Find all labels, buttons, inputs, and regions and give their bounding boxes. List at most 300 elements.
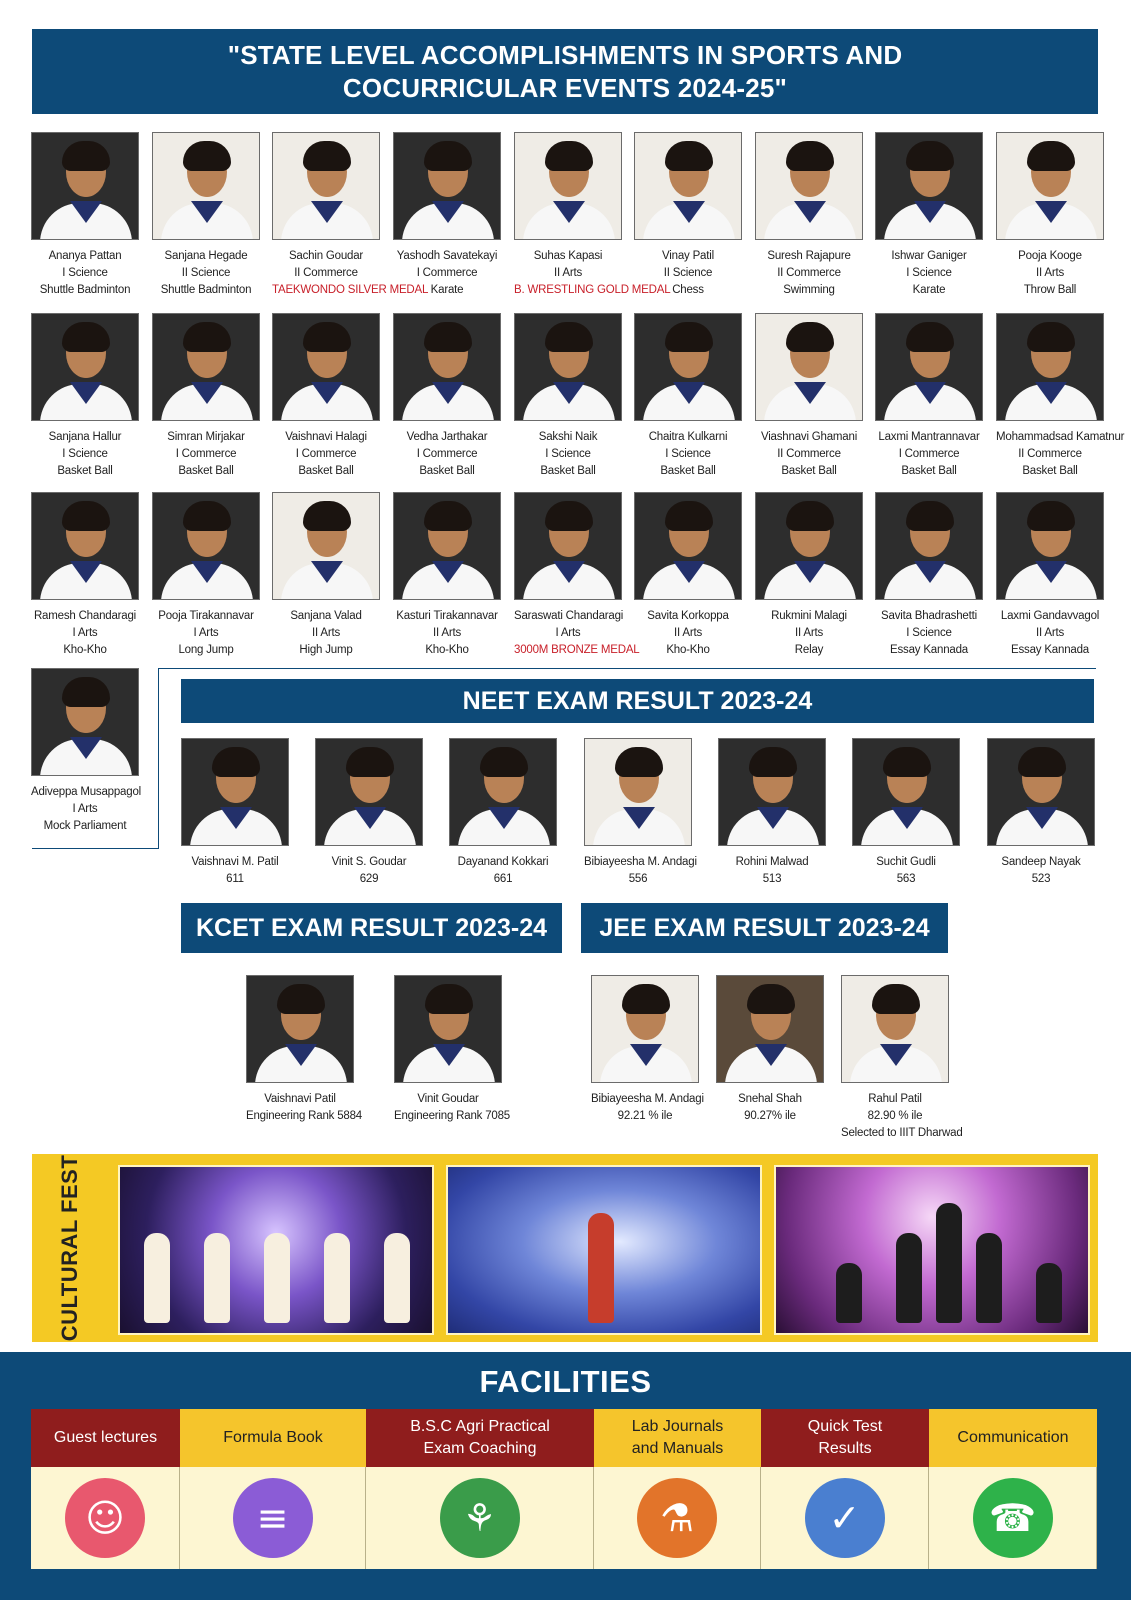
photo-hair bbox=[1018, 747, 1066, 777]
student-photo bbox=[514, 132, 622, 240]
student-card bbox=[152, 132, 260, 299]
student-photo bbox=[716, 975, 824, 1083]
student-caption bbox=[987, 854, 1095, 888]
student-event: Basket Ball bbox=[419, 465, 475, 477]
student-photo bbox=[246, 975, 354, 1083]
photo-hair bbox=[1027, 322, 1075, 352]
student-card bbox=[718, 738, 826, 888]
student-card bbox=[875, 313, 983, 480]
student-score: 523 bbox=[1031, 873, 1051, 885]
student-event: Essay Kannada bbox=[890, 644, 968, 656]
student-score: 513 bbox=[762, 873, 782, 885]
student-caption bbox=[996, 608, 1104, 659]
student-caption bbox=[514, 248, 671, 299]
student-class: I Commerce bbox=[416, 267, 478, 279]
student-caption bbox=[591, 1091, 704, 1125]
student-caption bbox=[272, 429, 380, 480]
student-card bbox=[987, 738, 1095, 888]
facility-card bbox=[366, 1409, 594, 1569]
student-name: Sanjana Hallur bbox=[48, 431, 122, 443]
student-photo bbox=[393, 313, 501, 421]
photo-hair bbox=[786, 322, 834, 352]
mock-parliament-frame bbox=[32, 668, 159, 849]
student-event: High Jump bbox=[299, 644, 353, 656]
student-photo bbox=[634, 313, 742, 421]
student-rank: Engineering Rank 7085 bbox=[394, 1110, 510, 1122]
dancer-figure bbox=[144, 1233, 170, 1323]
student-card bbox=[152, 313, 260, 480]
student-card bbox=[716, 975, 824, 1125]
student-photo bbox=[181, 738, 289, 846]
student-event: Shuttle Badminton bbox=[39, 284, 131, 296]
facility-label-line-1: Communication bbox=[957, 1429, 1069, 1446]
student-photo bbox=[718, 738, 826, 846]
student-event: Karate bbox=[430, 284, 464, 296]
photo-hair bbox=[62, 141, 110, 171]
page-title-line-1: "STATE LEVEL ACCOMPLISHMENTS IN SPORTS AND bbox=[227, 40, 903, 70]
student-class: I Arts bbox=[555, 627, 581, 639]
photo-hair bbox=[906, 322, 954, 352]
photo-hair bbox=[786, 141, 834, 171]
facility-label bbox=[761, 1409, 929, 1467]
student-card bbox=[634, 313, 742, 480]
student-caption bbox=[152, 248, 260, 299]
student-score: 611 bbox=[226, 873, 244, 885]
student-class: II Commerce bbox=[777, 267, 841, 279]
student-class: I Arts bbox=[193, 627, 219, 639]
student-class: I Science bbox=[906, 267, 952, 279]
student-caption bbox=[152, 429, 260, 480]
dancer-figure bbox=[204, 1233, 230, 1323]
facilities-section bbox=[0, 1352, 1131, 1600]
student-card bbox=[272, 313, 380, 480]
student-class: I Science bbox=[545, 448, 591, 460]
photo-hair bbox=[183, 322, 231, 352]
student-class: I Science bbox=[62, 267, 108, 279]
student-name: Yashodh Savatekayi bbox=[396, 250, 498, 262]
cultural-fest-photo-folk-dance bbox=[774, 1165, 1090, 1335]
student-name: Vaishnavi Halagi bbox=[285, 431, 367, 443]
student-name: Viashnavi Ghamani bbox=[760, 431, 858, 443]
student-caption bbox=[634, 429, 742, 480]
student-class: I Science bbox=[62, 448, 108, 460]
student-caption bbox=[716, 1091, 824, 1125]
student-photo bbox=[152, 313, 260, 421]
student-card bbox=[996, 492, 1104, 659]
student-card bbox=[514, 132, 671, 299]
student-event: B. WRESTLING GOLD MEDAL bbox=[514, 284, 671, 296]
student-name: Suchit Gudli bbox=[876, 856, 936, 868]
student-card bbox=[875, 132, 983, 299]
student-photo bbox=[875, 492, 983, 600]
facility-label-line-1: Guest lectures bbox=[53, 1429, 158, 1446]
dancer-figure bbox=[588, 1213, 614, 1323]
photo-hair bbox=[906, 141, 954, 171]
facility-card bbox=[594, 1409, 761, 1569]
student-photo bbox=[514, 492, 622, 600]
student-caption bbox=[996, 248, 1104, 299]
student-name: Sakshi Naik bbox=[538, 431, 598, 443]
photo-hair bbox=[906, 501, 954, 531]
photo-hair bbox=[747, 984, 795, 1014]
student-class: I Science bbox=[906, 627, 952, 639]
photo-hair bbox=[425, 984, 473, 1014]
student-name: Vaishnavi M. Patil bbox=[191, 856, 279, 868]
student-name: Sanjana Valad bbox=[290, 610, 362, 622]
facility-label-text bbox=[54, 1427, 157, 1449]
student-name: Ishwar Ganiger bbox=[891, 250, 967, 262]
student-card bbox=[755, 313, 863, 480]
photo-hair bbox=[303, 501, 351, 531]
facility-label-text bbox=[808, 1416, 882, 1460]
facility-label-line-2: Results bbox=[818, 1440, 872, 1457]
student-photo bbox=[755, 313, 863, 421]
student-rank: Engineering Rank 5884 bbox=[246, 1110, 362, 1122]
student-event: Relay bbox=[794, 644, 824, 656]
student-event: Basket Ball bbox=[1022, 465, 1078, 477]
student-card bbox=[591, 975, 704, 1125]
photo-hair bbox=[883, 747, 931, 777]
student-photo bbox=[996, 313, 1104, 421]
neet-section-divider bbox=[159, 668, 1096, 669]
student-name: Kasturi Tirakannavar bbox=[396, 610, 498, 622]
student-event: Shuttle Badminton bbox=[160, 284, 252, 296]
student-class: II Arts bbox=[1036, 627, 1064, 639]
student-caption bbox=[755, 248, 863, 299]
student-name: Rukmini Malagi bbox=[771, 610, 847, 622]
student-caption bbox=[31, 248, 139, 299]
facility-icon-panel bbox=[180, 1467, 366, 1569]
sms-phone-icon bbox=[973, 1478, 1053, 1558]
photo-hair bbox=[62, 501, 110, 531]
facility-card bbox=[929, 1409, 1097, 1569]
dancer-figure bbox=[936, 1203, 962, 1323]
student-caption bbox=[393, 608, 501, 659]
photo-hair bbox=[424, 141, 472, 171]
student-card bbox=[634, 132, 742, 299]
cultural-fest-photo-solo-dance bbox=[446, 1165, 762, 1335]
photo-hair bbox=[62, 322, 110, 352]
facility-label-line-2: and Manuals bbox=[631, 1440, 724, 1457]
student-name: Ramesh Chandaragi bbox=[33, 610, 137, 622]
student-photo bbox=[987, 738, 1095, 846]
student-event: Swimming bbox=[783, 284, 835, 296]
student-event: Basket Ball bbox=[298, 465, 354, 477]
student-caption bbox=[394, 1091, 510, 1125]
student-class: I Arts bbox=[72, 627, 98, 639]
student-name: Laxmi Gandavvagol bbox=[1000, 610, 1100, 622]
student-name: Bibiayeesha M. Andagi bbox=[584, 856, 697, 868]
dancer-figure bbox=[836, 1263, 862, 1323]
kcet-result-banner: KCET EXAM RESULT 2023-24 bbox=[181, 903, 562, 953]
student-caption bbox=[634, 248, 742, 299]
facility-label-line-1: Lab Journals bbox=[631, 1418, 724, 1435]
student-photo bbox=[449, 738, 557, 846]
student-photo bbox=[272, 492, 380, 600]
student-card bbox=[393, 313, 501, 480]
student-event: TAEKWONDO SILVER MEDAL bbox=[272, 284, 429, 296]
student-name: Sandeep Nayak bbox=[1001, 856, 1081, 868]
student-caption bbox=[634, 608, 742, 659]
student-caption bbox=[449, 854, 557, 888]
student-name: Rahul Patil bbox=[868, 1093, 922, 1105]
student-photo bbox=[584, 738, 692, 846]
student-caption bbox=[755, 429, 863, 480]
student-class: I Commerce bbox=[295, 448, 357, 460]
student-caption bbox=[315, 854, 423, 888]
facility-label bbox=[180, 1409, 366, 1467]
student-name: Saraswati Chandaragi bbox=[514, 610, 624, 622]
student-score: 629 bbox=[359, 873, 379, 885]
student-name: Sachin Goudar bbox=[288, 250, 364, 262]
student-caption bbox=[152, 608, 260, 659]
student-event: Basket Ball bbox=[57, 465, 113, 477]
photo-hair bbox=[786, 501, 834, 531]
student-card bbox=[634, 492, 742, 659]
student-percentile: 92.21 % ile bbox=[617, 1110, 673, 1122]
student-event: Basket Ball bbox=[178, 465, 234, 477]
student-caption bbox=[514, 608, 640, 659]
test-results-icon-glyph: ✓ bbox=[828, 1496, 861, 1540]
facility-label-line-1: Formula Book bbox=[223, 1429, 323, 1446]
student-photo bbox=[152, 132, 260, 240]
photo-hair bbox=[183, 501, 231, 531]
neet-result-banner: NEET EXAM RESULT 2023-24 bbox=[181, 679, 1094, 723]
student-caption bbox=[996, 429, 1125, 480]
student-caption bbox=[181, 854, 289, 888]
student-name: Savita Korkoppa bbox=[647, 610, 729, 622]
student-photo bbox=[634, 132, 742, 240]
dancer-figure bbox=[324, 1233, 350, 1323]
student-photo bbox=[634, 492, 742, 600]
student-note: Selected to IIIT Dharwad bbox=[841, 1127, 963, 1139]
photo-hair bbox=[183, 141, 231, 171]
facility-label bbox=[366, 1409, 594, 1467]
student-caption bbox=[514, 429, 622, 480]
student-event: Kho-Kho bbox=[425, 644, 469, 656]
student-card bbox=[272, 492, 380, 659]
facility-label-text bbox=[632, 1416, 724, 1460]
student-card bbox=[31, 492, 139, 659]
cultural-fest-label bbox=[32, 1154, 108, 1342]
student-caption bbox=[875, 429, 983, 480]
student-class: II Commerce bbox=[777, 448, 841, 460]
formula-book-icon-glyph: ≡ bbox=[256, 1496, 289, 1540]
student-name: Suresh Rajapure bbox=[767, 250, 851, 262]
student-card bbox=[246, 975, 362, 1125]
dancer-figure bbox=[384, 1233, 410, 1323]
student-event: Long Jump bbox=[178, 644, 234, 656]
facility-label-text bbox=[410, 1416, 550, 1460]
student-photo bbox=[393, 492, 501, 600]
student-name: Chaitra Kulkarni bbox=[648, 431, 728, 443]
student-card bbox=[272, 132, 429, 299]
student-name: Vaishnavi Patil bbox=[264, 1093, 336, 1105]
facility-label-text bbox=[223, 1427, 323, 1449]
facility-label-text bbox=[957, 1427, 1068, 1449]
student-event: Kho-Kho bbox=[666, 644, 710, 656]
page-title-line-2: COCURRICULAR EVENTS 2024-25" bbox=[342, 73, 788, 103]
formula-book-icon bbox=[233, 1478, 313, 1558]
photo-hair bbox=[212, 747, 260, 777]
photo-hair bbox=[1027, 141, 1075, 171]
student-photo bbox=[394, 975, 502, 1083]
student-photo bbox=[875, 132, 983, 240]
agriculture-icon bbox=[440, 1478, 520, 1558]
student-class: II Arts bbox=[433, 627, 461, 639]
student-caption bbox=[875, 248, 983, 299]
student-card bbox=[393, 492, 501, 659]
student-score: 556 bbox=[628, 873, 648, 885]
facility-label-line-2: Exam Coaching bbox=[423, 1440, 537, 1457]
student-name: Adiveppa Musappagol bbox=[31, 786, 142, 798]
facility-label-line-1: B.S.C Agri Practical bbox=[410, 1418, 550, 1435]
student-class: I Commerce bbox=[898, 448, 960, 460]
student-caption bbox=[272, 248, 429, 299]
student-card bbox=[755, 492, 863, 659]
photo-hair bbox=[424, 322, 472, 352]
photo-hair bbox=[749, 747, 797, 777]
photo-hair bbox=[346, 747, 394, 777]
photo-hair bbox=[615, 747, 663, 777]
photo-hair bbox=[1027, 501, 1075, 531]
student-name: Laxmi Mantrannavar bbox=[878, 431, 980, 443]
facility-icon-panel bbox=[366, 1467, 594, 1569]
student-card bbox=[31, 313, 139, 480]
photo-hair bbox=[665, 141, 713, 171]
student-photo bbox=[875, 313, 983, 421]
facility-card bbox=[180, 1409, 366, 1569]
facility-label bbox=[594, 1409, 761, 1467]
student-card bbox=[449, 738, 557, 888]
student-caption bbox=[718, 854, 826, 888]
agriculture-icon-glyph: ⚘ bbox=[462, 1496, 497, 1540]
student-card bbox=[996, 313, 1125, 480]
student-caption bbox=[393, 429, 501, 480]
student-event: Basket Ball bbox=[781, 465, 837, 477]
photo-hair bbox=[665, 322, 713, 352]
photo-hair bbox=[480, 747, 528, 777]
photo-hair bbox=[545, 501, 593, 531]
student-class: I Commerce bbox=[416, 448, 478, 460]
student-card bbox=[841, 975, 963, 1142]
facility-icon-panel bbox=[594, 1467, 761, 1569]
sms-phone-icon-glyph: ☎ bbox=[988, 1496, 1037, 1540]
student-class: I Science bbox=[665, 448, 711, 460]
student-photo bbox=[31, 313, 139, 421]
student-name: Savita Bhadrashetti bbox=[881, 610, 977, 622]
student-card bbox=[315, 738, 423, 888]
student-photo bbox=[31, 492, 139, 600]
student-event: Basket Ball bbox=[660, 465, 716, 477]
student-caption bbox=[31, 608, 139, 659]
student-card bbox=[996, 132, 1104, 299]
student-score: 563 bbox=[896, 873, 916, 885]
student-name: Vedha Jarthakar bbox=[406, 431, 488, 443]
student-photo bbox=[152, 492, 260, 600]
facility-label bbox=[31, 1409, 180, 1467]
student-caption bbox=[246, 1091, 362, 1125]
student-photo bbox=[31, 132, 139, 240]
student-class: II Science bbox=[663, 267, 713, 279]
page-title-banner bbox=[32, 29, 1098, 114]
student-caption bbox=[584, 854, 697, 888]
student-photo bbox=[315, 738, 423, 846]
student-card bbox=[584, 738, 697, 888]
facility-card bbox=[31, 1409, 180, 1569]
student-photo bbox=[755, 492, 863, 600]
student-event: Basket Ball bbox=[540, 465, 596, 477]
dancer-figure bbox=[976, 1233, 1002, 1323]
student-name: Vinay Patil bbox=[662, 250, 714, 262]
student-class: II Arts bbox=[1036, 267, 1064, 279]
student-name: Pooja Tirakannavar bbox=[158, 610, 254, 622]
cultural-fest-section bbox=[32, 1154, 1098, 1342]
student-card bbox=[394, 975, 510, 1125]
student-name: Simran Mirjakar bbox=[167, 431, 245, 443]
student-photo bbox=[272, 313, 380, 421]
student-class: II Commerce bbox=[1018, 448, 1082, 460]
photo-hair bbox=[665, 501, 713, 531]
student-photo bbox=[755, 132, 863, 240]
photo-hair bbox=[303, 141, 351, 171]
student-class: I Arts bbox=[72, 803, 98, 815]
cultural-fest-photo-classical-dance bbox=[118, 1165, 434, 1335]
student-caption bbox=[272, 608, 380, 659]
facility-icon-panel bbox=[929, 1467, 1097, 1569]
student-name: Snehal Shah bbox=[738, 1093, 802, 1105]
student-name: Ananya Pattan bbox=[48, 250, 122, 262]
student-photo bbox=[852, 738, 960, 846]
photo-hair bbox=[303, 322, 351, 352]
student-photo bbox=[393, 132, 501, 240]
student-caption bbox=[852, 854, 960, 888]
student-event: Throw Ball bbox=[1023, 284, 1077, 296]
student-class: II Arts bbox=[312, 627, 340, 639]
student-percentile: 90.27% ile bbox=[744, 1110, 796, 1122]
student-class: II Arts bbox=[674, 627, 702, 639]
student-caption bbox=[841, 1091, 963, 1142]
student-name: Pooja Kooge bbox=[1018, 250, 1082, 262]
student-card bbox=[755, 132, 863, 299]
student-name: Mohammadsad Kamatnur bbox=[996, 431, 1125, 443]
student-photo bbox=[272, 132, 380, 240]
student-event: Karate bbox=[912, 284, 946, 296]
facility-label-line-1: Quick Test bbox=[807, 1418, 883, 1435]
student-event: Mock Parliament bbox=[43, 820, 127, 832]
student-class: I Commerce bbox=[175, 448, 237, 460]
cultural-fest-label-text: CULTURAL FEST bbox=[57, 1154, 82, 1342]
student-class: II Arts bbox=[795, 627, 823, 639]
student-name: Bibiayeesha M. Andagi bbox=[591, 1093, 704, 1105]
student-photo bbox=[841, 975, 949, 1083]
guest-lecture-icon bbox=[65, 1478, 145, 1558]
facility-icon-panel bbox=[31, 1467, 180, 1569]
student-card bbox=[152, 492, 260, 659]
student-score: 661 bbox=[493, 873, 513, 885]
photo-hair bbox=[277, 984, 325, 1014]
student-photo bbox=[514, 313, 622, 421]
student-name: Dayanand Kokkari bbox=[457, 856, 549, 868]
dancer-figure bbox=[1036, 1263, 1062, 1323]
student-name: Suhas Kapasi bbox=[533, 250, 603, 262]
student-event: Essay Kannada bbox=[1011, 644, 1089, 656]
facility-card bbox=[761, 1409, 929, 1569]
student-card bbox=[393, 132, 501, 299]
lab-journal-icon-glyph: ⚗ bbox=[659, 1496, 695, 1540]
student-card bbox=[514, 313, 622, 480]
dancer-figure bbox=[264, 1233, 290, 1323]
